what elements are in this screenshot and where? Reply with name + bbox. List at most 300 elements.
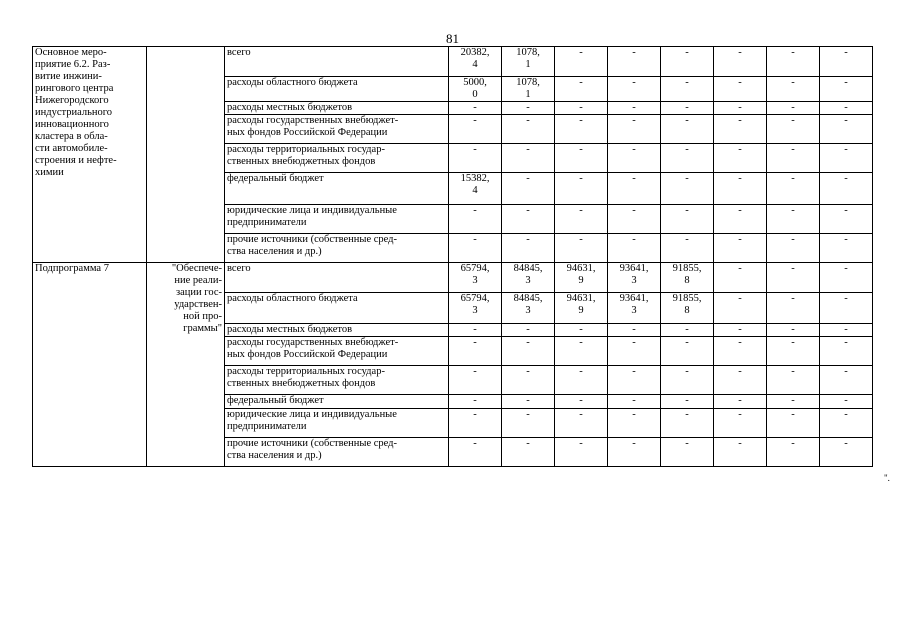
funding-source-line: ства населения и др.) (227, 450, 322, 461)
closing-quote-mark: ". (884, 473, 890, 483)
value-part: - (526, 115, 530, 126)
value-part: - (473, 395, 477, 406)
value-part: 1078, (516, 47, 540, 58)
value-cell (820, 438, 873, 467)
value-part: - (738, 115, 742, 126)
value-part: - (844, 409, 848, 420)
funding-source-cell (225, 144, 449, 173)
value-cell (714, 438, 767, 467)
value-part: - (632, 47, 636, 58)
value-part: - (844, 205, 848, 216)
value-part: 9 (578, 305, 584, 316)
value-cell (555, 293, 608, 324)
value-cell (608, 409, 661, 438)
value-cell (714, 115, 767, 144)
value-part: - (791, 395, 795, 406)
funding-source-line: предприниматели (227, 421, 307, 432)
value-part: - (579, 366, 583, 377)
value-part: - (579, 102, 583, 113)
value-cell (714, 144, 767, 173)
table-body (33, 47, 873, 467)
value-cell (661, 337, 714, 366)
measure-name-line: Нижегородского (35, 95, 109, 106)
funding-source-line: ственных внебюджетных фондов (227, 156, 376, 167)
value-part: - (632, 438, 636, 449)
value-part: 1078, (516, 77, 540, 88)
value-cell (661, 47, 714, 77)
value-cell (449, 47, 502, 77)
value-part: - (526, 173, 530, 184)
value-cell (608, 102, 661, 115)
value-cell (449, 205, 502, 234)
value-part: - (632, 234, 636, 245)
value-part: - (844, 77, 848, 88)
value-cell (555, 47, 608, 77)
measure-name-line: сти автомобиле- (35, 143, 108, 154)
program-title-line: ние реали- (174, 275, 222, 286)
value-cell (502, 409, 555, 438)
value-cell (449, 395, 502, 409)
value-part: - (791, 337, 795, 348)
funding-source-line: предприниматели (227, 217, 307, 228)
value-part: - (632, 102, 636, 113)
value-part: - (632, 77, 636, 88)
measure-name-line: кластера в обла- (35, 131, 108, 142)
value-part: 84845, (513, 293, 543, 304)
value-cell (767, 409, 820, 438)
value-cell (608, 293, 661, 324)
value-cell (502, 77, 555, 102)
value-part: - (526, 234, 530, 245)
value-cell (714, 47, 767, 77)
value-cell (555, 409, 608, 438)
table-row (33, 47, 873, 77)
value-part: - (685, 438, 689, 449)
value-part: 94631, (566, 263, 596, 274)
value-part: - (685, 47, 689, 58)
funding-source-cell (225, 173, 449, 205)
value-cell (449, 263, 502, 293)
value-part: - (473, 409, 477, 420)
value-part: - (738, 102, 742, 113)
value-cell (449, 366, 502, 395)
value-cell (555, 263, 608, 293)
value-cell (820, 293, 873, 324)
funding-source-line: прочие источники (собственные сред- (227, 234, 398, 245)
value-cell (502, 115, 555, 144)
measure-name-line: индустриального (35, 107, 113, 118)
funding-source-line: ственных внебюджетных фондов (227, 378, 376, 389)
value-part: - (632, 115, 636, 126)
value-cell (661, 205, 714, 234)
value-cell (502, 263, 555, 293)
value-part: - (738, 366, 742, 377)
value-part: - (526, 438, 530, 449)
funding-source-line: ных фондов Российской Федерации (227, 127, 388, 138)
value-part: - (844, 337, 848, 348)
funding-source-cell (225, 115, 449, 144)
value-part: - (738, 324, 742, 335)
value-part: - (579, 337, 583, 348)
value-part: - (791, 115, 795, 126)
value-part: - (738, 144, 742, 155)
value-cell (714, 293, 767, 324)
value-cell (449, 173, 502, 205)
measure-name-cell (33, 263, 147, 467)
value-cell (449, 337, 502, 366)
value-cell (555, 234, 608, 263)
value-part: 4 (472, 59, 478, 70)
value-part: - (791, 324, 795, 335)
value-cell (661, 77, 714, 102)
value-cell (820, 263, 873, 293)
value-cell (608, 205, 661, 234)
program-title-line: зации гос- (175, 287, 222, 298)
value-cell (608, 324, 661, 337)
value-part: - (738, 173, 742, 184)
value-cell (767, 438, 820, 467)
value-part: - (791, 102, 795, 113)
value-part: 3 (472, 305, 478, 316)
value-part: - (685, 366, 689, 377)
funding-source-cell (225, 337, 449, 366)
value-part: - (685, 144, 689, 155)
value-part: 3 (631, 275, 637, 286)
value-cell (449, 144, 502, 173)
value-cell (714, 324, 767, 337)
value-cell (449, 324, 502, 337)
value-part: 65794, (460, 263, 490, 274)
value-part: - (791, 144, 795, 155)
value-cell (714, 234, 767, 263)
value-part: - (579, 438, 583, 449)
value-cell (714, 173, 767, 205)
value-cell (608, 263, 661, 293)
value-part: - (685, 205, 689, 216)
value-cell (449, 234, 502, 263)
value-part: 8 (684, 305, 690, 316)
value-part: - (685, 102, 689, 113)
value-cell (820, 102, 873, 115)
value-cell (555, 438, 608, 467)
value-part: 93641, (619, 293, 649, 304)
value-part: - (579, 173, 583, 184)
value-cell (502, 144, 555, 173)
value-part: - (579, 409, 583, 420)
measure-name-line: химии (35, 167, 64, 178)
funding-source-line: расходы государственных внебюджет- (227, 115, 399, 126)
value-cell (661, 438, 714, 467)
value-part: - (844, 234, 848, 245)
value-part: 3 (631, 305, 637, 316)
value-part: - (791, 234, 795, 245)
value-cell (661, 293, 714, 324)
value-part: - (791, 205, 795, 216)
value-part: 65794, (460, 293, 490, 304)
measure-name-line: рингового центра (35, 83, 114, 94)
value-part: - (685, 337, 689, 348)
value-cell (714, 395, 767, 409)
value-cell (714, 205, 767, 234)
value-part: - (791, 366, 795, 377)
program-title-cell (147, 47, 225, 263)
value-part: 4 (472, 185, 478, 196)
value-part: 15382, (460, 173, 490, 184)
funding-source-line: ства населения и др.) (227, 246, 322, 257)
funding-source-line: прочие источники (собственные сред- (227, 438, 398, 449)
value-part: - (844, 324, 848, 335)
value-part: 94631, (566, 293, 596, 304)
value-part: - (526, 102, 530, 113)
value-part: - (473, 234, 477, 245)
value-part: - (685, 77, 689, 88)
value-cell (502, 324, 555, 337)
value-part: - (526, 395, 530, 406)
value-cell (449, 115, 502, 144)
value-cell (714, 366, 767, 395)
value-part: 9 (578, 275, 584, 286)
value-cell (661, 324, 714, 337)
value-part: - (632, 205, 636, 216)
value-cell (555, 205, 608, 234)
value-cell (820, 205, 873, 234)
value-part: 5000, (463, 77, 487, 88)
value-part: - (738, 47, 742, 58)
value-cell (502, 366, 555, 395)
value-cell (449, 77, 502, 102)
value-cell (502, 47, 555, 77)
program-title-cell (147, 263, 225, 467)
value-cell (820, 144, 873, 173)
funding-source-line: расходы местных бюджетов (227, 324, 353, 335)
funding-source-cell (225, 47, 449, 77)
measure-name-line: строения и нефте- (35, 155, 117, 166)
value-cell (661, 102, 714, 115)
page-number: 81 (446, 31, 459, 46)
value-part: - (685, 324, 689, 335)
value-cell (555, 366, 608, 395)
value-part: - (791, 77, 795, 88)
value-part: - (526, 324, 530, 335)
funding-source-line: расходы территориальных государ- (227, 144, 385, 155)
value-part: - (844, 366, 848, 377)
measure-name-line: витие инжини- (35, 71, 102, 82)
funding-source-line: всего (227, 47, 251, 58)
value-cell (661, 366, 714, 395)
value-cell (608, 234, 661, 263)
budget-table (32, 46, 873, 467)
value-cell (820, 324, 873, 337)
value-cell (608, 115, 661, 144)
value-part: - (844, 173, 848, 184)
value-cell (767, 395, 820, 409)
value-cell (502, 395, 555, 409)
value-cell (449, 438, 502, 467)
value-part: 3 (472, 275, 478, 286)
program-title-line: граммы" (183, 323, 222, 334)
funding-source-line: расходы областного бюджета (227, 293, 358, 304)
value-part: - (526, 409, 530, 420)
value-cell (502, 102, 555, 115)
value-part: - (526, 337, 530, 348)
value-cell (767, 366, 820, 395)
value-cell (555, 337, 608, 366)
table-row (33, 263, 873, 293)
funding-source-line: расходы областного бюджета (227, 77, 358, 88)
value-part: - (473, 205, 477, 216)
value-part: - (791, 47, 795, 58)
value-cell (714, 102, 767, 115)
value-cell (608, 47, 661, 77)
value-part: - (473, 115, 477, 126)
funding-source-line: расходы местных бюджетов (227, 102, 353, 113)
value-cell (767, 337, 820, 366)
value-part: - (632, 324, 636, 335)
funding-source-cell (225, 395, 449, 409)
value-cell (714, 77, 767, 102)
measure-name-line: инновационного (35, 119, 109, 130)
funding-source-line: юридические лица и индивидуальные (227, 205, 397, 216)
value-part: - (685, 173, 689, 184)
value-part: - (844, 395, 848, 406)
value-cell (502, 337, 555, 366)
value-part: - (579, 115, 583, 126)
value-part: 20382, (460, 47, 490, 58)
value-part: - (632, 366, 636, 377)
value-part: - (685, 115, 689, 126)
value-cell (555, 77, 608, 102)
value-part: 93641, (619, 263, 649, 274)
funding-source-cell (225, 205, 449, 234)
value-cell (555, 115, 608, 144)
value-part: 91855, (672, 263, 702, 274)
measure-name-line: Подпрограмма 7 (35, 263, 109, 274)
value-cell (449, 409, 502, 438)
funding-source-line: расходы территориальных государ- (227, 366, 385, 377)
value-cell (767, 77, 820, 102)
program-title-line: ударствен- (174, 299, 222, 310)
value-part: - (738, 293, 742, 304)
value-part: - (632, 409, 636, 420)
value-part: - (844, 144, 848, 155)
value-part: - (579, 205, 583, 216)
value-cell (502, 234, 555, 263)
value-cell (608, 366, 661, 395)
value-cell (767, 47, 820, 77)
value-cell (820, 115, 873, 144)
value-part: - (738, 263, 742, 274)
funding-source-line: расходы государственных внебюджет- (227, 337, 399, 348)
value-cell (608, 173, 661, 205)
value-cell (661, 234, 714, 263)
value-part: - (791, 438, 795, 449)
value-part: 3 (525, 275, 531, 286)
value-cell (502, 205, 555, 234)
value-part: - (791, 409, 795, 420)
funding-source-line: всего (227, 263, 251, 274)
value-part: - (844, 293, 848, 304)
value-cell (555, 324, 608, 337)
value-part: - (473, 438, 477, 449)
value-part: - (738, 234, 742, 245)
value-part: - (473, 324, 477, 335)
value-cell (608, 395, 661, 409)
value-cell (820, 337, 873, 366)
value-cell (661, 409, 714, 438)
value-part: - (473, 337, 477, 348)
value-cell (820, 366, 873, 395)
value-part: - (685, 234, 689, 245)
funding-source-line: ных фондов Российской Федерации (227, 349, 388, 360)
value-part: - (738, 205, 742, 216)
value-part: - (632, 144, 636, 155)
value-part: 1 (525, 89, 531, 100)
value-part: - (579, 77, 583, 88)
value-part: - (526, 144, 530, 155)
value-cell (767, 102, 820, 115)
value-part: - (844, 115, 848, 126)
value-part: - (738, 395, 742, 406)
value-cell (502, 438, 555, 467)
value-cell (820, 234, 873, 263)
value-part: - (579, 144, 583, 155)
funding-source-cell (225, 324, 449, 337)
value-part: 8 (684, 275, 690, 286)
funding-source-line: федеральный бюджет (227, 395, 324, 406)
value-part: - (526, 366, 530, 377)
funding-source-cell (225, 366, 449, 395)
value-part: - (632, 337, 636, 348)
program-title-line: "Обеспече- (171, 263, 222, 274)
value-cell (767, 324, 820, 337)
value-cell (820, 395, 873, 409)
value-cell (555, 173, 608, 205)
funding-source-line: юридические лица и индивидуальные (227, 409, 397, 420)
value-cell (767, 234, 820, 263)
value-cell (767, 263, 820, 293)
value-part: - (738, 337, 742, 348)
value-part: 91855, (672, 293, 702, 304)
value-cell (608, 144, 661, 173)
value-cell (714, 337, 767, 366)
value-part: - (844, 263, 848, 274)
value-part: - (473, 102, 477, 113)
measure-name-line: Основное меро- (35, 47, 107, 58)
value-cell (714, 409, 767, 438)
funding-source-cell (225, 409, 449, 438)
value-part: - (791, 293, 795, 304)
value-cell (661, 115, 714, 144)
measure-name-cell (33, 47, 147, 263)
value-cell (767, 144, 820, 173)
value-cell (661, 144, 714, 173)
value-part: - (791, 263, 795, 274)
value-part: - (473, 144, 477, 155)
value-part: - (579, 395, 583, 406)
value-part: - (738, 409, 742, 420)
value-part: 1 (525, 59, 531, 70)
value-cell (661, 395, 714, 409)
value-cell (608, 337, 661, 366)
value-cell (820, 47, 873, 77)
value-cell (608, 438, 661, 467)
program-title-line: ной про- (183, 311, 222, 322)
value-part: - (473, 366, 477, 377)
value-part: - (579, 234, 583, 245)
value-cell (767, 205, 820, 234)
value-cell (820, 173, 873, 205)
value-part: - (632, 395, 636, 406)
